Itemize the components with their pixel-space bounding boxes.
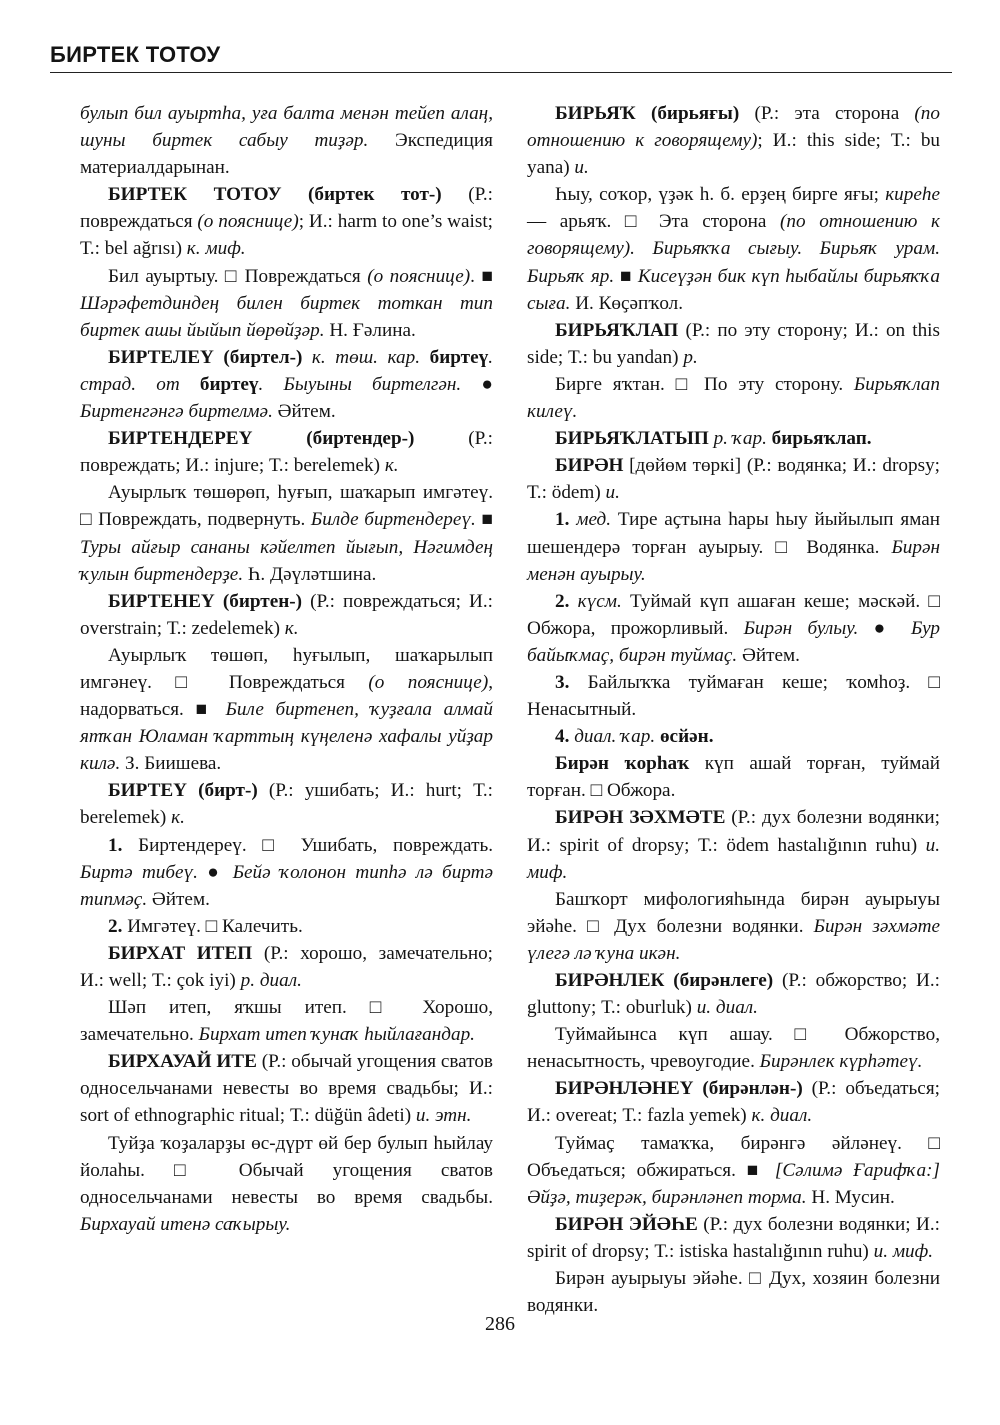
italic-text: Бейә ҡолонон типһә лә биртә типмәҫ. xyxy=(80,861,493,910)
dictionary-paragraph xyxy=(80,479,493,587)
text-run: ■ xyxy=(475,509,493,531)
bold-text: 3. xyxy=(555,671,570,693)
italic-text: Бирән зәхмәте үлегә лә ҡуна икән. xyxy=(527,915,940,964)
italic-text: диал. ҡар. xyxy=(574,726,656,748)
bold-text: БИРЬЯҠ (бирьяғы) xyxy=(555,103,740,124)
text-run: ■ xyxy=(614,265,638,287)
text-run: Һ. Дәүләтшина. xyxy=(243,563,377,585)
text-run xyxy=(420,347,430,368)
text-run: Туймай күп ашаған кеше; мәскәй. □ Обжора, прожорливый. xyxy=(527,590,940,639)
dictionary-paragraph xyxy=(80,777,493,831)
text-run: Н. Ғәлина. xyxy=(324,319,416,341)
italic-text: Билде биртендереү. xyxy=(310,509,476,531)
bold-text: өсйән. xyxy=(659,726,714,748)
bold-text: БИРТЕНДЕРЕҮ (биртендер-) xyxy=(108,428,415,450)
text-run: Биртендереү. □ Ушибать, повреждать. xyxy=(122,834,493,856)
italic-text: Бирәнлек күрһәтеү. xyxy=(759,1051,923,1073)
italic-text: р. диал. xyxy=(240,970,302,991)
italic-text: к. xyxy=(384,455,399,477)
dictionary-paragraph xyxy=(527,1021,940,1075)
italic-text: и. этн. xyxy=(415,1105,472,1127)
bold-text: БИРӘН ЗӘХМӘТЕ xyxy=(555,807,726,829)
bold-text: 2. xyxy=(108,915,123,937)
italic-text: Бирән менән ауырыу. xyxy=(527,536,940,585)
text-run: , надорваться. ■ xyxy=(80,671,493,721)
right-column xyxy=(527,100,940,1319)
dictionary-paragraph xyxy=(527,1075,940,1129)
text-run: Ауырлыҡ төшөрөп, һуғып, шаҡарып имгәтеү. □ Повреждать, подвернуть. xyxy=(80,482,493,531)
text-run: — арьяҡ. □ Эта сторона xyxy=(527,211,781,233)
dictionary-paragraph xyxy=(527,804,940,885)
text-run: (Р.: дух болезни водянки; И.: spirit of dropsy; Т.: ödem hastalığının ruhu) xyxy=(527,807,940,856)
italic-text: (о пояснице) xyxy=(367,265,471,287)
text-run: ● xyxy=(461,373,493,395)
bold-text: БИРХАУАЙ ИТЕ xyxy=(108,1051,257,1073)
italic-text: Бур байыҡмаҫ, бирән туймаҫ. xyxy=(527,617,940,666)
dictionary-paragraph xyxy=(527,1211,940,1265)
italic-text: и. xyxy=(605,482,620,504)
text-run: (Р.: дух болезни водянки; И.: spirit of dropsy; Т.: istiska hastalığının ruhu) xyxy=(527,1213,940,1262)
dictionary-paragraph xyxy=(80,832,493,913)
bold-text: 1. xyxy=(555,509,570,531)
dictionary-paragraph xyxy=(527,1130,940,1211)
italic-text: . страд. от xyxy=(80,346,493,395)
text-run: Экспедиция материалдарынан. xyxy=(80,130,493,179)
bold-text: биртеү xyxy=(199,373,259,395)
dictionary-paragraph xyxy=(80,100,493,181)
text-run: Н. Мусин. xyxy=(806,1186,895,1208)
italic-text: . Быуыны биртелгән. xyxy=(258,373,462,395)
italic-text: к. миф. xyxy=(186,238,246,260)
text-run: (Р.: обычай угощения сватов односельчанами невесты во время свадьбы; И.: sort of ethnographic ritual; Т.: düğün âdeti) xyxy=(80,1051,493,1127)
bold-text: 4. xyxy=(555,726,570,748)
text-run: (Р.: ушибать; И.: hurt; Т.: berelemek) xyxy=(80,780,493,829)
dictionary-paragraph xyxy=(527,588,940,669)
text-run: (Р.: повреждать; И.: injure; Т.: berelemek) xyxy=(80,428,493,477)
text-run: [дөйөм төркі] (Р.: водянка; И.: dropsy; Т.: ödem) xyxy=(527,455,940,504)
bold-text: БИРТЕЛЕҮ (биртел-) xyxy=(108,346,303,368)
italic-text: Биртенгәнгә биртелмә. xyxy=(80,401,273,423)
italic-text: к. xyxy=(171,807,185,829)
italic-text: Бирән булыу. xyxy=(743,617,859,639)
italic-text: (о пояснице) xyxy=(197,211,299,233)
text-run: Туймаҫ тамаҡҡа, бирәнгә әйләнеү. □ Объедаться; обжираться. ■ xyxy=(527,1132,940,1181)
dictionary-paragraph xyxy=(80,344,493,425)
text-run: Әйтем. xyxy=(737,644,800,666)
italic-text: Бирхат итеп ҡунаҡ һыйлағандар. xyxy=(198,1024,475,1046)
italic-text: киреһе xyxy=(885,184,940,206)
text-run: Бирән ауырыуы эйәһе. □ Дух, хозяин болезни водянки. xyxy=(527,1268,940,1317)
dictionary-paragraph xyxy=(80,181,493,262)
text-run: ● xyxy=(858,617,912,639)
dictionary-paragraph xyxy=(80,1048,493,1129)
italic-text: Биртә тибеү. xyxy=(80,861,198,883)
text-run: ; И.: this side; Т.: bu yana) xyxy=(527,130,941,179)
text-run: Тире аҫтына һары һыу йыйылып яман шешендерә торған ауырыу. □ Водянка. xyxy=(527,509,940,558)
italic-text: мед. xyxy=(576,509,612,531)
text-run: ● xyxy=(197,861,233,883)
text-run: (Р.: повреждаться xyxy=(80,184,493,233)
text-run: (Р.: повреждаться; И.: overstrain; Т.: zedelemek) xyxy=(80,590,493,639)
italic-text: булып бил ауыртһа, уға балта менән тейеп алаң, шуны биртек сабыу тиҙәр. xyxy=(80,103,493,152)
text-run: (Р.: обжорство; И.: gluttony; Т.: oburluk) xyxy=(527,970,940,1019)
text-run: Бирге яҡтан. □ По эту сторону. xyxy=(555,373,854,395)
bold-text: 2. xyxy=(555,590,570,612)
italic-text: (по отношению к говорящему) xyxy=(527,103,940,152)
text-run: Шәп итеп, яҡшы итеп. □ Хорошо, замечательно. xyxy=(80,997,493,1046)
dictionary-paragraph xyxy=(80,913,493,940)
text-run: Ауырлыҡ төшөп, һуғылып, шаҡарылып имгәнеү. □ Повреждаться xyxy=(80,644,493,693)
bold-text: биртеү xyxy=(429,346,489,368)
dictionary-paragraph xyxy=(527,181,940,316)
dictionary-paragraph xyxy=(527,425,940,452)
text-run: Имгәтеү. □ Калечить. xyxy=(122,915,303,937)
dictionary-paragraph xyxy=(527,317,940,371)
dictionary-paragraph xyxy=(80,425,493,479)
bold-text: БИРӘНЛЕК (бирәнлеге) xyxy=(555,970,774,991)
bold-text: БИРЬЯҠЛАТЫП xyxy=(555,428,709,450)
left-column xyxy=(80,100,493,1238)
italic-text: (по отношению к говорящему). Бирьяҡҡа сығыу. Бирьяҡ урам. Бирьяҡ яр. xyxy=(527,211,940,287)
text-run: Әйтем. xyxy=(147,888,210,910)
dictionary-paragraph xyxy=(527,100,940,181)
bold-text: БИРТЕНЕҮ (биртен-) xyxy=(108,590,303,612)
dictionary-paragraph xyxy=(527,452,940,506)
text-run: Туйҙа ҡоҙаларҙы өс-дүрт өй бер булып һыйлау йолаһы. □ Обычай угощения сватов односельчанами невесты во время свадьбы. xyxy=(80,1132,493,1208)
text-run: Әйтем. xyxy=(272,401,336,423)
italic-text: к. xyxy=(284,617,299,639)
dictionary-paragraph xyxy=(80,994,493,1048)
italic-text: и. миф. xyxy=(873,1240,934,1262)
bold-text: БИРТЕҮ (бирт-) xyxy=(108,780,258,802)
text-run: Һыу, соҡор, үҙәк һ. б. ерҙең бирге яғы; xyxy=(555,184,886,206)
dictionary-paragraph xyxy=(527,886,940,967)
text-run: Башҡорт мифологияһында бирән ауырыуы эйәһе. □ Дух болезни водянки. xyxy=(527,888,940,937)
text-run: (Р.: объедаться; И.: overeat; Т.: fazla yemek) xyxy=(527,1078,940,1127)
italic-text: Шәрәфетдиндең билен биртек тоткан тип биртек ашы йыйып йөрөйҙәр. xyxy=(80,292,493,341)
text-run: Байлыҡҡа туймаған кеше; ҡомһоҙ. □ Ненасытный. xyxy=(527,671,940,721)
dictionary-paragraph xyxy=(527,1265,940,1319)
dictionary-paragraph xyxy=(527,506,940,587)
dictionary-paragraph xyxy=(80,940,493,994)
italic-text: р. ҡар. xyxy=(713,428,767,450)
bold-text: БИРЬЯҠЛАП xyxy=(555,319,679,341)
italic-text: күсм. xyxy=(577,590,622,612)
text-run: . ■ xyxy=(470,265,494,287)
text-run: Туймайынса күп ашау. □ Обжорство, ненасытность, чревоугодие. xyxy=(527,1024,940,1073)
dictionary-paragraph xyxy=(527,723,940,750)
italic-text: Бирьяҡлап килеү. xyxy=(527,373,940,423)
dictionary-paragraph xyxy=(80,263,493,344)
bold-text: БИРТЕК ТОТОУ (биртек тот-) xyxy=(108,184,442,206)
italic-text: [Сәлимә Ғарифҡа:] Әйҙә, тиҙерәк, бирәнләнеп торма. xyxy=(527,1159,941,1208)
bold-text: бирьяҡлап. xyxy=(771,428,872,450)
dictionary-paragraph xyxy=(80,1130,493,1238)
text-run: (Р.: по эту сторону; И.: on this side; Т.: bu yandan) xyxy=(527,319,940,368)
dictionary-paragraph xyxy=(527,967,940,1021)
italic-text: Бирхауай итенә саҡырыу. xyxy=(80,1213,291,1235)
italic-text: (о пояснице) xyxy=(368,671,489,693)
text-run: И. Көҫәпҡол. xyxy=(570,292,684,314)
bold-text: БИРХАТ ИТЕП xyxy=(108,942,253,964)
italic-text: и. диал. xyxy=(696,997,758,1019)
running-header xyxy=(50,36,952,73)
text-run xyxy=(569,591,577,612)
italic-text: Туры айғыр сананы кәйелтеп йығып, Нәгимдең ҡулын биртендерҙе. xyxy=(80,536,493,585)
text-run: З. Биишева. xyxy=(120,753,222,775)
text-run: (Р.: хорошо, замечательно; И.: well; Т.: çok iyi) xyxy=(80,942,494,991)
italic-text: Биле биртенеп, ҡуҙғала алмай ятҡан Юламан ҡарттың күңеленә хафалы уйҙар килә. xyxy=(80,699,493,775)
text-run: ; И.: harm to one’s waist; Т.: bel ağrısı) xyxy=(80,211,493,260)
italic-text: и. миф. xyxy=(527,834,940,883)
dictionary-paragraph xyxy=(80,588,493,642)
bold-text: Бирән ҡорһаҡ xyxy=(555,753,690,775)
italic-text: к. диал. xyxy=(751,1105,813,1127)
running-header-title: БИРТЕК ТОТОУ xyxy=(50,42,221,67)
dictionary-paragraph xyxy=(527,371,940,425)
bold-text: БИРӘН xyxy=(555,455,624,477)
dictionary-paragraph xyxy=(80,642,493,777)
text-run: (Р.: эта сторона xyxy=(739,103,915,124)
bold-text: БИРӘНЛӘНЕҮ (бирәнлән-) xyxy=(555,1078,803,1100)
italic-text: и. xyxy=(574,157,589,179)
italic-text: Кисеүҙән бик күп һыбайлы бирьяҡҡа сыға. xyxy=(527,265,941,314)
italic-text: к. төш. кар. xyxy=(311,346,421,368)
text-run xyxy=(302,347,312,368)
text-run: Бил ауыртыу. □ Повреждаться xyxy=(108,265,368,287)
page-number: 286 xyxy=(485,1313,515,1335)
italic-text: р. xyxy=(683,346,698,368)
dictionary-paragraph xyxy=(527,750,940,804)
bold-text: 1. xyxy=(108,834,123,856)
dictionary-paragraph xyxy=(527,669,940,723)
text-run: күп ашай торған, туймай торған. □ Обжора. xyxy=(527,753,940,802)
bold-text: БИРӘН ЭЙӘҺЕ xyxy=(555,1213,698,1235)
